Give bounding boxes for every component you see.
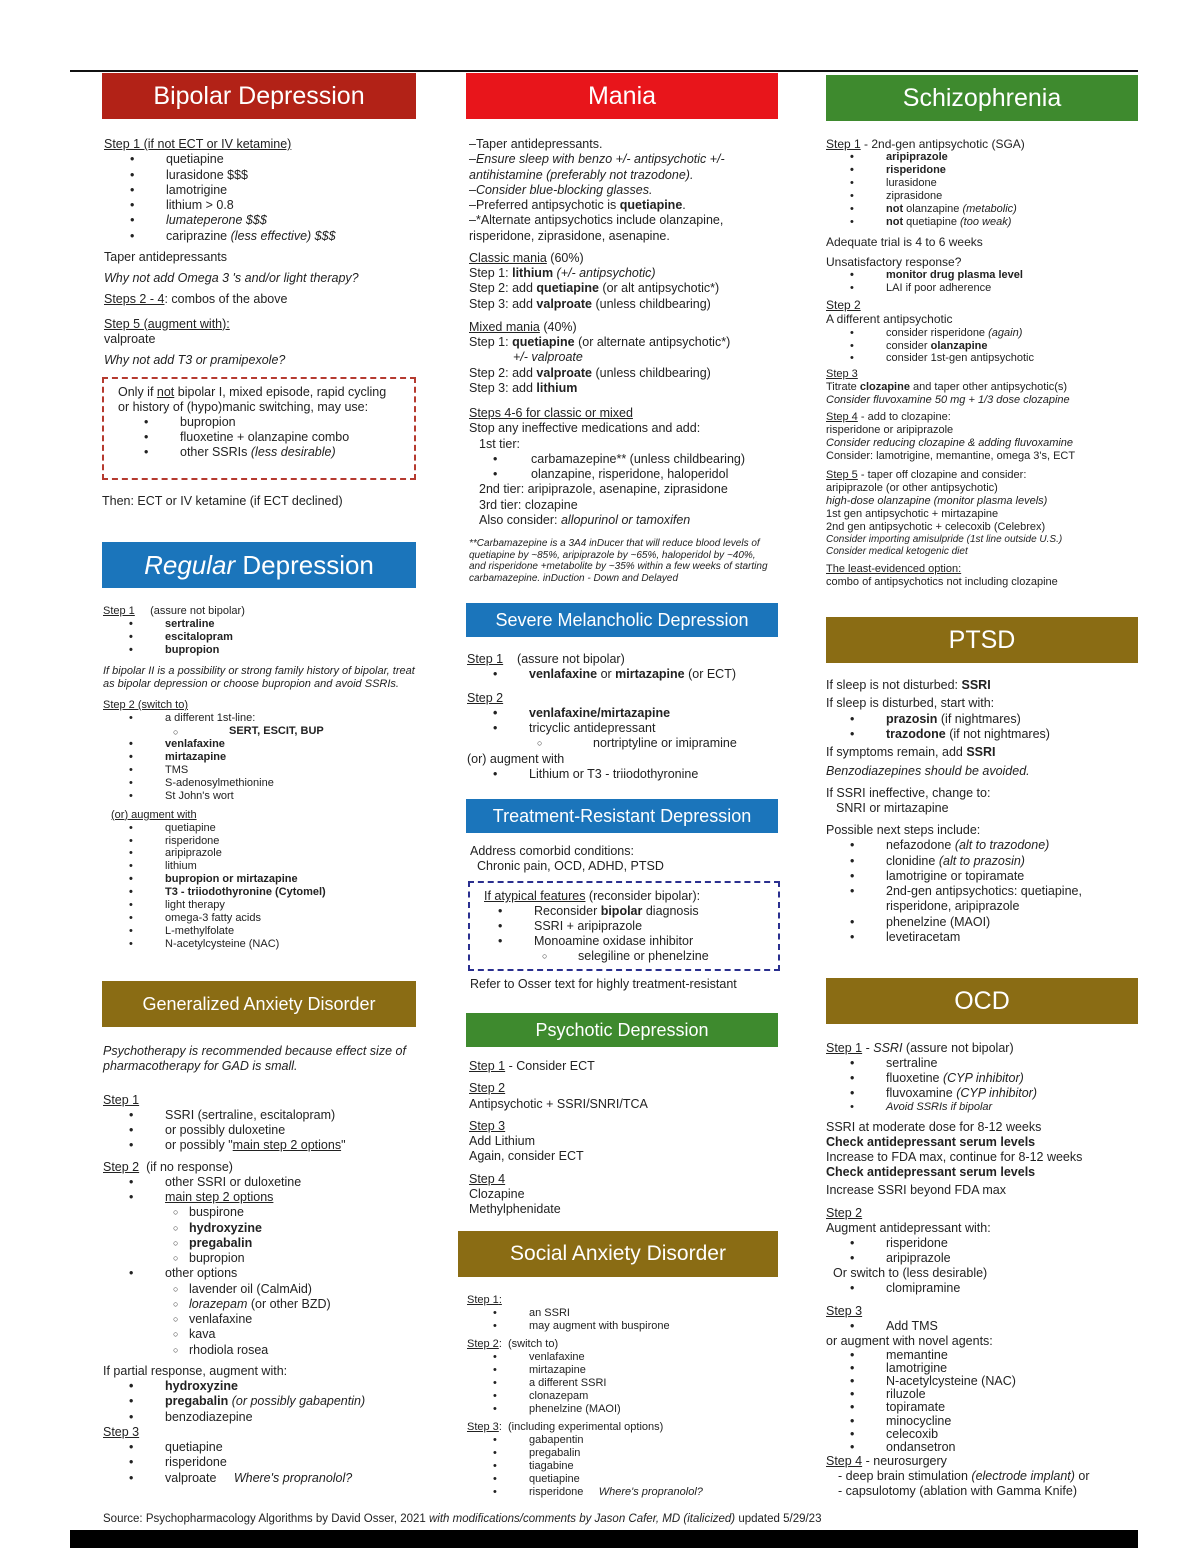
list-item: ○ lavender oil (CalmAid): [129, 1282, 415, 1297]
step-heading: Steps 4-6 for classic or mixed: [469, 406, 633, 420]
list-item: ○ hydroxyzine: [129, 1221, 415, 1236]
list: [493, 1307, 777, 1333]
list-item: • a different 1st-line:: [129, 712, 415, 725]
step-heading: Step 3: [826, 1303, 863, 1318]
comment: Why not add T3 or pramipexole?: [104, 353, 286, 367]
comment: Consider importing amisulpride (1st line outside U.S.): [826, 534, 1063, 546]
text-line: Step 1 - Consider ECT: [469, 1059, 595, 1073]
list-item: • clonidine (alt to prazosin): [850, 854, 1138, 869]
atypical-features-box: [468, 881, 780, 971]
list-item: • memantine: [850, 1349, 1138, 1362]
text-line: Step 1 (assure not bipolar): [467, 652, 625, 666]
severe-melancholic-section: [467, 652, 777, 782]
text-line: If sleep is disturbed, start with:: [826, 696, 995, 711]
ocd-section: [826, 1041, 1138, 1499]
list: [129, 618, 415, 657]
text-line: or augment with novel agents:: [826, 1333, 993, 1348]
text-line: SNRI or mirtazapine: [836, 800, 949, 815]
list-item: • riluzole: [850, 1388, 1138, 1401]
text-line: Step 2 (if no response): [103, 1159, 233, 1174]
list-item: • N-acetylcysteine (NAC): [850, 1375, 1138, 1388]
text-line: Only if not bipolar I, mixed episode, rapid cycling or history of (hypo)manic switching, may use:: [118, 385, 387, 414]
list-item: • quetiapine: [130, 152, 414, 167]
list: [493, 767, 777, 782]
list-item: • lumateperone $$$: [130, 213, 414, 228]
list-item: • quetiapine: [129, 1440, 415, 1455]
list-item: • risperidone: [850, 1236, 1138, 1251]
text-line: Mixed mania (40%): [469, 319, 577, 334]
list-item: • lithium > 0.8: [130, 198, 414, 213]
schizophrenia-section: [826, 137, 1138, 589]
text-line: Then: ECT or IV ketamine (if ECT declined): [102, 494, 343, 508]
list-item: • fluoxetine + olanzapine combo: [144, 430, 400, 445]
list-item: • LAI if poor adherence: [850, 282, 1138, 295]
list-item: • not olanzapine (metabolic): [850, 203, 1138, 216]
text-line: 2nd tier: aripiprazole, asenapine, ziprasidone: [479, 482, 728, 497]
text-line: risperidone or aripiprazole: [826, 424, 954, 437]
list-item: • mirtazapine: [493, 1364, 777, 1377]
list-item: • cariprazine (less effective) $$$: [130, 229, 414, 244]
text-line: Check antidepressant serum levels: [826, 1134, 1036, 1149]
list-item: • may augment with buspirone: [493, 1320, 777, 1333]
bipolar-depression-section: [104, 137, 414, 368]
list-item: • aripiprazole: [850, 151, 1138, 164]
comment: high-dose olanzapine (monitor plasma levels): [826, 495, 1048, 508]
text-line: Unsatisfactory response?: [826, 255, 962, 270]
list-item: • SSRI + aripiprazole: [498, 919, 764, 934]
list-item: • St John's wort: [129, 790, 415, 803]
text-line: 1st gen antipsychotic + mirtazapine: [826, 508, 999, 521]
ocd-header: OCD: [826, 978, 1138, 1024]
bottom-bar: [70, 1530, 1138, 1548]
list-item: ○ venlafaxine: [129, 1312, 415, 1327]
list-item: • fluvoxamine (CYP inhibitor): [850, 1086, 1138, 1101]
list-item: • venlafaxine/mirtazapine: [493, 706, 777, 721]
step-heading: Step 3: [469, 1118, 506, 1133]
step-heading: Step 3: [826, 368, 858, 381]
list: [850, 712, 1138, 743]
mania-section: [469, 137, 775, 584]
text-line: Step 3: (including experimental options): [467, 1420, 664, 1433]
text-line: Classic mania (60%): [469, 250, 584, 265]
list-item: • Lithium or T3 - triiodothyronine: [493, 767, 777, 782]
step1-list: [130, 152, 414, 244]
text-line: Check antidepressant serum levels: [826, 1164, 1036, 1179]
list-item: • trazodone (if not nightmares): [850, 727, 1138, 742]
text-line: Step 1: quetiapine (or alternate antipsychotic*): [469, 335, 731, 349]
list-item: • mirtazapine: [129, 751, 415, 764]
step-heading: Step 5 (augment with):: [104, 316, 230, 331]
text-line: 3rd tier: clozapine: [479, 497, 578, 512]
list-item: ○ buspirone: [129, 1205, 415, 1220]
regular-depression-header: Regular Depression: [102, 542, 416, 588]
list-item: • risperidone: [129, 835, 415, 848]
text-line: If SSRI ineffective, change to:: [826, 785, 991, 800]
list-item: • omega-3 fatty acids: [129, 912, 415, 925]
step-heading: Step 2: [467, 690, 504, 705]
footnote: **Carbamazepine is a 3A4 inDucer that will reduce blood levels of quetiapine by ~85%, aripiprazole by ~65%, haloperidol by ~40%, and risperidone +metabolite by ~35% within a few weeks of starting carbamazepine. inDuction - Down and Delayed: [469, 538, 768, 584]
text-line: (or) augment with: [467, 751, 565, 766]
list-item: • or possibly duloxetine: [129, 1123, 415, 1138]
text-line: Adequate trial is 4 to 6 weeks: [826, 234, 983, 249]
list-item: • S-adenosylmethionine: [129, 777, 415, 790]
step-heading: Step 4: [469, 1171, 506, 1186]
comment: Psychotherapy is recommended because effect size of pharmacotherapy for GAD is small.: [103, 1044, 406, 1074]
list: [129, 1175, 415, 1358]
text-line: 2nd gen antipsychotic + celecoxib (Celebrex): [826, 521, 1046, 534]
list-item: • Add TMS: [850, 1319, 1138, 1334]
list-item: • a different SSRI: [493, 1377, 777, 1390]
list-item: • nefazodone (alt to trazodone): [850, 838, 1138, 853]
text-line: Augment antidepressant with:: [826, 1220, 991, 1235]
list: [129, 1379, 415, 1425]
list-item: • risperidone: [129, 1455, 415, 1470]
comment: If bipolar II is a possibility or strong family history of bipolar, treat as bipolar depression or choose bupropion and avoid SSRIs.: [103, 664, 415, 690]
list-item: ○ pregabalin: [129, 1236, 415, 1251]
list-item: • TMS: [129, 764, 415, 777]
list-item: • olanzapine, risperidone, haloperidol: [493, 467, 775, 482]
comment: Consider fluvoxamine 50 mg + 1/3 dose clozapine: [826, 394, 1070, 407]
list-item: • lithium: [129, 860, 415, 873]
text-line: +/- valproate: [513, 350, 583, 365]
list-item: • light therapy: [129, 899, 415, 912]
list-item: • ziprasidone: [850, 190, 1138, 203]
text-line: Or switch to (less desirable): [833, 1265, 988, 1280]
step-heading: The least-evidenced option:: [826, 563, 962, 576]
list-item: • consider risperidone (again): [850, 327, 1138, 340]
list-item: • risperidone Where's propranolol?: [493, 1486, 777, 1499]
regular-depression-section: [103, 605, 415, 951]
list-item: • venlafaxine: [129, 738, 415, 751]
text-line: Step 3: add valproate (unless childbearing): [469, 296, 711, 311]
comment: Benzodiazepines should be avoided.: [826, 764, 1030, 779]
text-line: Also consider: allopurinol or tamoxifen: [479, 512, 691, 527]
list-item: • lamotrigine or topiramate: [850, 869, 1138, 884]
list-item: • clomipramine: [850, 1281, 1138, 1296]
ptsd-section: [826, 678, 1138, 945]
text-line: If atypical features (reconsider bipolar):: [484, 889, 701, 903]
gad-header: Generalized Anxiety Disorder: [102, 981, 416, 1027]
list-item: ○ kava: [129, 1327, 415, 1342]
step-heading: Step 3: [103, 1424, 140, 1439]
list-item: • pregabalin (or possibly gabapentin): [129, 1394, 415, 1409]
text-line: Increase SSRI beyond FDA max: [826, 1182, 1006, 1197]
list-item: • topiramate: [850, 1401, 1138, 1414]
step-heading: (or) augment with: [111, 808, 197, 821]
list: [850, 151, 1138, 229]
list-item: ○ SERT, ESCIT, BUP: [129, 725, 415, 738]
list: [493, 1434, 777, 1499]
list-item: • bupropion: [144, 415, 400, 430]
severe-melancholic-header: Severe Melancholic Depression: [466, 603, 778, 637]
text-line: Possible next steps include:: [826, 823, 981, 837]
list: [850, 1349, 1138, 1454]
bipolar-caution-box: [102, 377, 416, 480]
list-item: • gabapentin: [493, 1434, 777, 1447]
list-item: • quetiapine: [129, 822, 415, 835]
list-item: • phenelzine (MAOI): [850, 915, 1138, 930]
text-line: Consider: lamotrigine, memantine, omega 3's, ECT: [826, 450, 1076, 463]
text-line: Again, consider ECT: [469, 1149, 584, 1164]
text-line: –Ensure sleep with benzo +/- antipsychotic +/- antihistamine (preferably not trazodone).: [469, 152, 725, 182]
text-line: Increase to FDA max, continue for 8-12 weeks: [826, 1149, 1083, 1164]
text-line: Step 1 - 2nd-gen antipsychotic (SGA): [826, 137, 1025, 151]
list: [498, 904, 764, 964]
comment: Consider reducing clozapine & adding fluvoxamine: [826, 437, 1074, 450]
list-item: • N-acetylcysteine (NAC): [129, 938, 415, 951]
list-item: • carbamazepine** (unless childbearing): [493, 452, 775, 467]
social-anxiety-section: [467, 1294, 777, 1499]
text-line: –Consider blue-blocking glasses.: [469, 182, 653, 197]
list-item: • pregabalin: [493, 1447, 777, 1460]
list-item: • benzodiazepine: [129, 1410, 415, 1425]
list-item: ○ bupropion: [129, 1251, 415, 1266]
psychotic-depression-section: [469, 1059, 775, 1217]
text-line: SSRI at moderate dose for 8-12 weeks: [826, 1119, 1042, 1134]
list-item: • Monoamine oxidase inhibitor: [498, 934, 764, 949]
list-item: • T3 - triiodothyronine (Cytomel): [129, 886, 415, 899]
text-line: Address comorbid conditions:: [470, 844, 634, 858]
text-line: A different antipsychotic: [826, 312, 953, 327]
list-item: • venlafaxine: [493, 1351, 777, 1364]
list-item: ○ selegiline or phenelzine: [498, 949, 764, 964]
list-item: • lamotrigine: [850, 1362, 1138, 1375]
list-item: • risperidone: [850, 164, 1138, 177]
list: [493, 1351, 777, 1416]
step-heading: Step 2: [826, 298, 861, 313]
text-line: If partial response, augment with:: [103, 1363, 288, 1378]
text-line: aripiprazole (or other antipsychotic): [826, 482, 998, 495]
ptsd-header: PTSD: [826, 617, 1138, 663]
text-line: Refer to Osser text for highly treatment-resistant: [470, 977, 737, 991]
text-line: –Taper antidepressants.: [469, 137, 603, 151]
list: [850, 1236, 1138, 1266]
text-line: Titrate clozapine and taper other antipsychotic(s): [826, 381, 1068, 394]
text-line: Chronic pain, OCD, ADHD, PTSD: [477, 859, 664, 874]
list: [129, 1108, 415, 1154]
list: [850, 838, 1138, 945]
step-heading: Step 1 (if not ECT or IV ketamine): [104, 137, 292, 151]
text-line: Stop any ineffective medications and add:: [469, 421, 701, 436]
text-line: Taper antidepressants: [104, 249, 227, 264]
text-line: Methylphenidate: [469, 1202, 561, 1216]
list-item: • 2nd-gen antipsychotics: quetiapine, risperidone, aripiprazole: [850, 884, 1138, 915]
step-heading: Step 2: [469, 1081, 506, 1096]
list-item: ○ nortriptyline or imipramine: [493, 736, 777, 751]
text-line: Step 2: (switch to): [467, 1337, 559, 1350]
list-item: • levetiracetam: [850, 930, 1138, 945]
list-item: • clonazepam: [493, 1390, 777, 1403]
list-item: • bupropion or mirtazapine: [129, 873, 415, 886]
schizophrenia-header: Schizophrenia: [826, 75, 1138, 121]
text-line: Step 2: add valproate (unless childbearing): [469, 365, 711, 380]
psychotic-depression-header: Psychotic Depression: [466, 1013, 778, 1047]
step-heading: Step 2: [826, 1205, 863, 1220]
gad-section: [103, 1044, 415, 1486]
list-item: • venlafaxine or mirtazapine (or ECT): [493, 667, 777, 682]
list: [493, 706, 777, 752]
list-item: • quetiapine: [493, 1473, 777, 1486]
list-item: • aripiprazole: [850, 1251, 1138, 1266]
list-item: • other SSRIs (less desirable): [144, 445, 400, 460]
list-item: • escitalopram: [129, 631, 415, 644]
list-item: • tiagabine: [493, 1460, 777, 1473]
list: [129, 712, 415, 803]
list-item: • an SSRI: [493, 1307, 777, 1320]
social-anxiety-header: Social Anxiety Disorder: [458, 1231, 778, 1277]
list-item: • other SSRI or duloxetine: [129, 1175, 415, 1190]
text-line: valproate: [104, 331, 156, 346]
text-line: Step 5 - taper off clozapine and consider:: [826, 469, 1027, 482]
list-item: • not quetiapine (too weak): [850, 216, 1138, 229]
list-item: • tricyclic antidepressant: [493, 721, 777, 736]
list-item: • lurasidone: [850, 177, 1138, 190]
text-line: If symptoms remain, add SSRI: [826, 745, 996, 759]
list: [850, 327, 1138, 366]
text-line: 1st tier:: [479, 436, 520, 451]
top-rule: [70, 70, 1138, 72]
trd-section: [470, 844, 776, 875]
list-item: • sertraline: [129, 618, 415, 631]
list-item: • ondansetron: [850, 1441, 1138, 1454]
text-line: Antipsychotic + SSRI/SNRI/TCA: [469, 1096, 648, 1111]
list-item: • sertraline: [850, 1056, 1138, 1071]
list-item: • minocycline: [850, 1415, 1138, 1428]
list-item: • monitor drug plasma level: [850, 269, 1138, 282]
trd-header: Treatment-Resistant Depression: [466, 799, 778, 833]
text-line: –*Alternate antipsychotics include olanzapine, risperidone, ziprasidone, asenapine.: [469, 213, 724, 243]
text-line: Clozapine: [469, 1186, 525, 1201]
text-line: Step 4 - neurosurgery: [826, 1453, 947, 1468]
text-line: combo of antipsychotics not including clozapine: [826, 576, 1058, 589]
list: [129, 822, 415, 952]
list-item: • lamotrigine: [130, 183, 414, 198]
text-line: Step 1 - SSRI (assure not bipolar): [826, 1041, 1014, 1055]
list-item: ○ rhodiola rosea: [129, 1343, 415, 1358]
list-item: • Avoid SSRIs if bipolar: [850, 1101, 1138, 1114]
list-item: • phenelzine (MAOI): [493, 1403, 777, 1416]
list-item: • SSRI (sertraline, escitalopram): [129, 1108, 415, 1123]
list: [850, 1281, 1138, 1296]
list-item: • fluoxetine (CYP inhibitor): [850, 1071, 1138, 1086]
list-item: • valproate Where's propranolol?: [129, 1471, 415, 1486]
text-line: - deep brain stimulation (electrode implant) or: [838, 1468, 1090, 1483]
list-item: • hydroxyzine: [129, 1379, 415, 1394]
step-heading: Step 2 (switch to): [103, 698, 188, 711]
list-item: • celecoxib: [850, 1428, 1138, 1441]
list: [129, 1440, 415, 1486]
list-item: • lurasidone $$$: [130, 168, 414, 183]
list-item: • other options: [129, 1266, 415, 1281]
text-line: Step 2: add quetiapine (or alt antipsychotic*): [469, 281, 720, 296]
comment: Consider medical ketogenic diet: [826, 545, 968, 557]
text-line: Steps 2 - 4: combos of the above: [104, 292, 288, 307]
list-item: • main step 2 options: [129, 1190, 415, 1205]
list-item: ○ lorazepam (or other BZD): [129, 1297, 415, 1312]
step-heading: Step 1:: [467, 1294, 502, 1306]
list-item: • aripiprazole: [129, 847, 415, 860]
list: [493, 667, 777, 682]
list: [493, 452, 775, 483]
text-line: Step 4 - add to clozapine:: [826, 411, 951, 424]
list-item: • consider 1st-gen antipsychotic: [850, 352, 1138, 365]
bipolar-depression-header: Bipolar Depression: [102, 73, 416, 119]
list-item: • Reconsider bipolar diagnosis: [498, 904, 764, 919]
list: [850, 1056, 1138, 1114]
mania-header: Mania: [466, 73, 778, 119]
list-item: • prazosin (if nightmares): [850, 712, 1138, 727]
list-item: • bupropion: [129, 644, 415, 657]
list: [850, 269, 1138, 295]
step-heading: Step 1: [103, 1092, 140, 1107]
source-citation: Source: Psychopharmacology Algorithms by David Osser, 2021 with modifications/comments by Jason Cafer, MD (italicized) updated 5/29/23: [103, 1513, 822, 1525]
list: [850, 1319, 1138, 1334]
text-line: - capsulotomy (ablation with Gamma Knife): [838, 1483, 1077, 1498]
text-line: If sleep is not disturbed: SSRI: [826, 678, 991, 692]
text-line: Step 1 (assure not bipolar): [103, 605, 245, 617]
list-item: • L-methylfolate: [129, 925, 415, 938]
text-line: Step 1: lithium (+/- antipsychotic): [469, 266, 656, 280]
list-item: • consider olanzapine: [850, 340, 1138, 353]
list-item: • or possibly "main step 2 options": [129, 1138, 415, 1153]
list: [144, 415, 400, 460]
text-line: Step 3: add lithium: [469, 380, 578, 395]
comment: Why not add Omega 3 's and/or light therapy?: [104, 271, 359, 285]
text-line: –Preferred antipsychotic is quetiapine.: [469, 198, 686, 212]
text-line: Add Lithium: [469, 1134, 536, 1148]
